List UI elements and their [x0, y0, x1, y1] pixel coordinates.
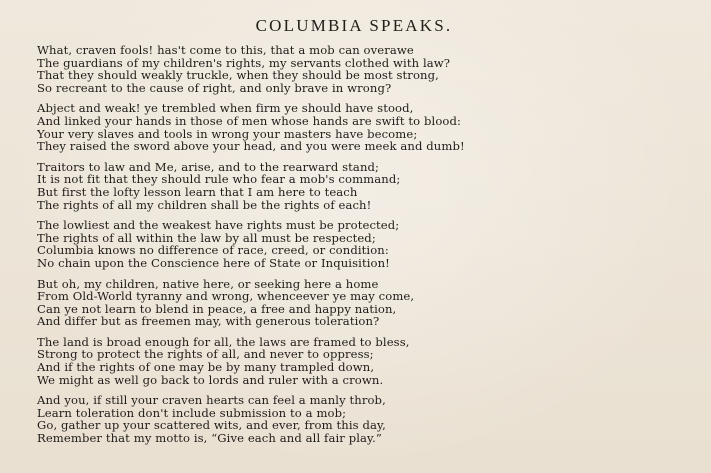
poem-line: But oh, my children, native here, or seeking here a home [37, 276, 379, 291]
stanza [37, 278, 701, 328]
poem-line: It is not fit that they should rule who fear a mob's command; [37, 172, 401, 187]
poem-line: That they should weakly truckle, when they should be most strong, [37, 68, 439, 83]
poem-line: From Old-World tyranny and wrong, whenceever ye may come, [37, 289, 415, 304]
poem-line: Go, gather up your scattered wits, and ever, from this day, [37, 418, 386, 433]
poem-line: The rights of all my children shall be the rights of each! [37, 197, 372, 212]
poem-line: No chain upon the Conscience here of State or Inquisition! [37, 255, 390, 270]
poem-line: Strong to protect the rights of all, and never to oppress; [37, 347, 374, 362]
poem-line: Your very slaves and tools in wrong your masters have become; [37, 126, 418, 141]
poem-line: The rights of all within the law by all must be respected; [37, 230, 376, 245]
stanza [37, 44, 701, 94]
poem-line: Learn toleration don't include submission to a mob; [37, 405, 347, 420]
poem-line: They raised the sword above your head, and you were meek and dumb! [37, 139, 465, 154]
poem-line: Columbia knows no difference of race, creed, or condition: [37, 243, 389, 258]
poem-line: But first the lofty lesson learn that I am here to teach [37, 184, 358, 199]
poem-line: The guardians of my children's rights, my servants clothed with law? [37, 55, 451, 70]
poem-title: COLUMBIA SPEAKS. [255, 16, 453, 35]
poem-line: And if the rights of one may be by many trampled down, [37, 360, 375, 375]
poem-line: Can ye not learn to blend in peace, a free and happy nation, [37, 301, 397, 316]
poem-line: Traitors to law and Me, arise, and to the rearward stand; [37, 159, 380, 174]
poem-line: And you, if still your craven hearts can feel a manly throb, [37, 393, 386, 408]
stanza [37, 336, 701, 386]
poem-line: Abject and weak! ye trembled when firm ye should have stood, [37, 101, 414, 116]
stanza [37, 102, 701, 152]
stanza [37, 219, 701, 269]
poem-line: So recreant to the cause of right, and only brave in wrong? [37, 80, 392, 95]
stanza [37, 394, 701, 444]
poem-line: What, craven fools! has't come to this, that a mob can overawe [37, 43, 414, 57]
poem-line: We might as well go back to lords and ruler with a crown. [37, 372, 384, 387]
poem-line: And differ but as freemen may, with generous toleration? [37, 314, 380, 329]
stanza [37, 161, 701, 211]
poem-line: And linked your hands in those of men whose hands are swift to blood: [37, 113, 462, 128]
poem-line: The lowliest and the weakest have rights must be protected; [37, 218, 400, 233]
poem-line: Remember that my motto is, “Give each and all fair play.” [37, 431, 382, 446]
poem-line: The land is broad enough for all, the laws are framed to bless, [37, 334, 410, 349]
